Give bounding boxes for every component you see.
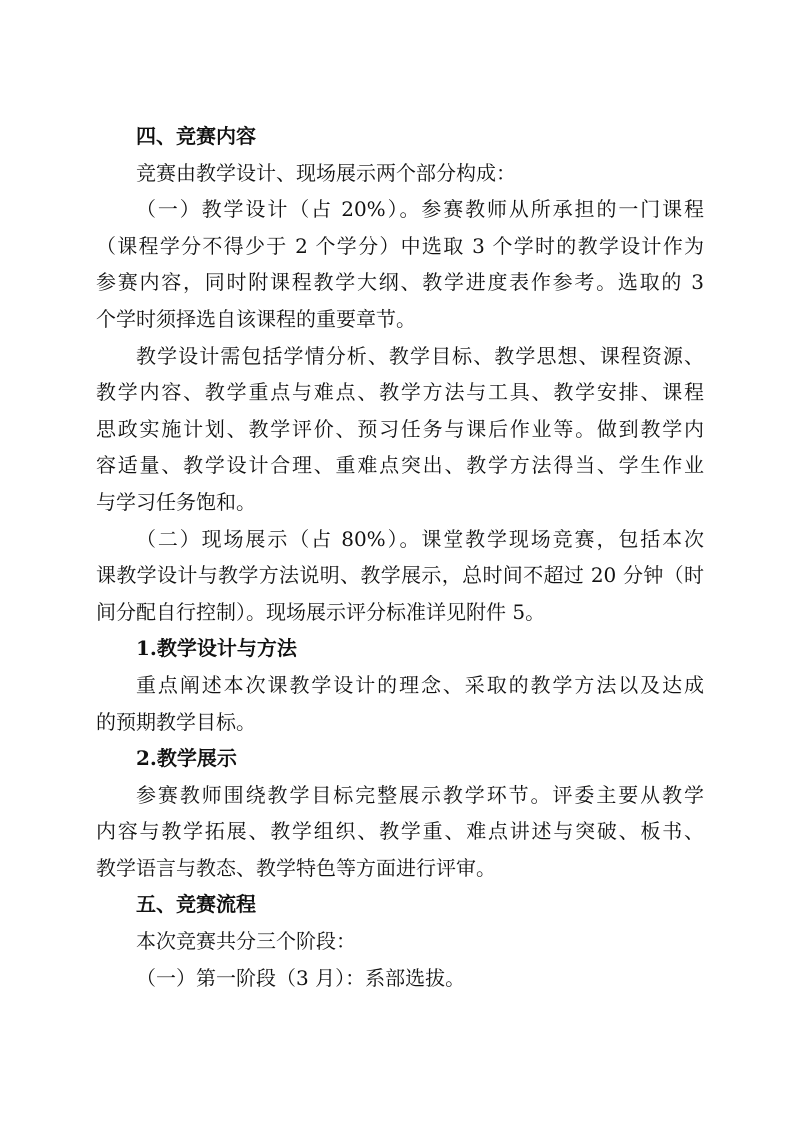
paragraph-line: 重点阐述本次课教学设计的理念、采取的教学方法以及达成 [136, 672, 704, 697]
paragraph-line: 与学习任务饱和。 [96, 489, 256, 514]
paragraph-line: （课程学分不得少于 2 个学分）中选取 3 个学时的教学设计作为 [96, 233, 704, 258]
paragraph-line: 参赛教师围绕教学目标完整展示教学环节。评委主要从教学 [136, 782, 704, 807]
subheading-teaching-design-method: 1.教学设计与方法 [136, 636, 297, 661]
paragraph-line: 间分配自行控制）。现场展示评分标准详见附件 5。 [96, 599, 546, 624]
paragraph-line: 教学设计需包括学情分析、教学目标、教学思想、课程资源、 [136, 343, 704, 368]
subheading-teaching-presentation: 2.教学展示 [136, 746, 237, 771]
paragraph-line: 个学时须择选自该课程的重要章节。 [96, 306, 416, 331]
paragraph-line: （二）现场展示（占 80%）。课堂教学现场竞赛，包括本次 [136, 526, 704, 551]
paragraph-line: 课教学设计与教学方法说明、教学展示，总时间不超过 20 分钟（时 [96, 563, 704, 588]
paragraph-line: 的预期教学目标。 [96, 709, 256, 734]
paragraph-line: 竞赛由教学设计、现场展示两个部分构成： [136, 160, 516, 185]
paragraph-line: 参赛内容，同时附课程教学大纲、教学进度表作参考。选取的 3 [96, 270, 704, 295]
paragraph-line: （一）教学设计（占 20%）。参赛教师从所承担的一门课程 [136, 197, 704, 222]
section-heading-competition-process: 五、竞赛流程 [136, 892, 256, 917]
paragraph-line: （一）第一阶段（3 月）：系部选拔。 [136, 965, 466, 990]
paragraph-line: 本次竞赛共分三个阶段： [136, 929, 356, 954]
paragraph-line: 内容与教学拓展、教学组织、教学重、难点讲述与突破、板书、 [96, 819, 704, 844]
section-heading-competition-content: 四、竞赛内容 [136, 124, 256, 148]
paragraph-line: 容适量、教学设计合理、重难点突出、教学方法得当、学生作业 [96, 453, 704, 478]
document-body [96, 118, 704, 996]
paragraph-line: 教学内容、教学重点与难点、教学方法与工具、教学安排、课程 [96, 380, 704, 405]
paragraph-line: 教学语言与教态、教学特色等方面进行评审。 [96, 855, 496, 880]
paragraph-line: 思政实施计划、教学评价、预习任务与课后作业等。做到教学内 [96, 416, 704, 441]
